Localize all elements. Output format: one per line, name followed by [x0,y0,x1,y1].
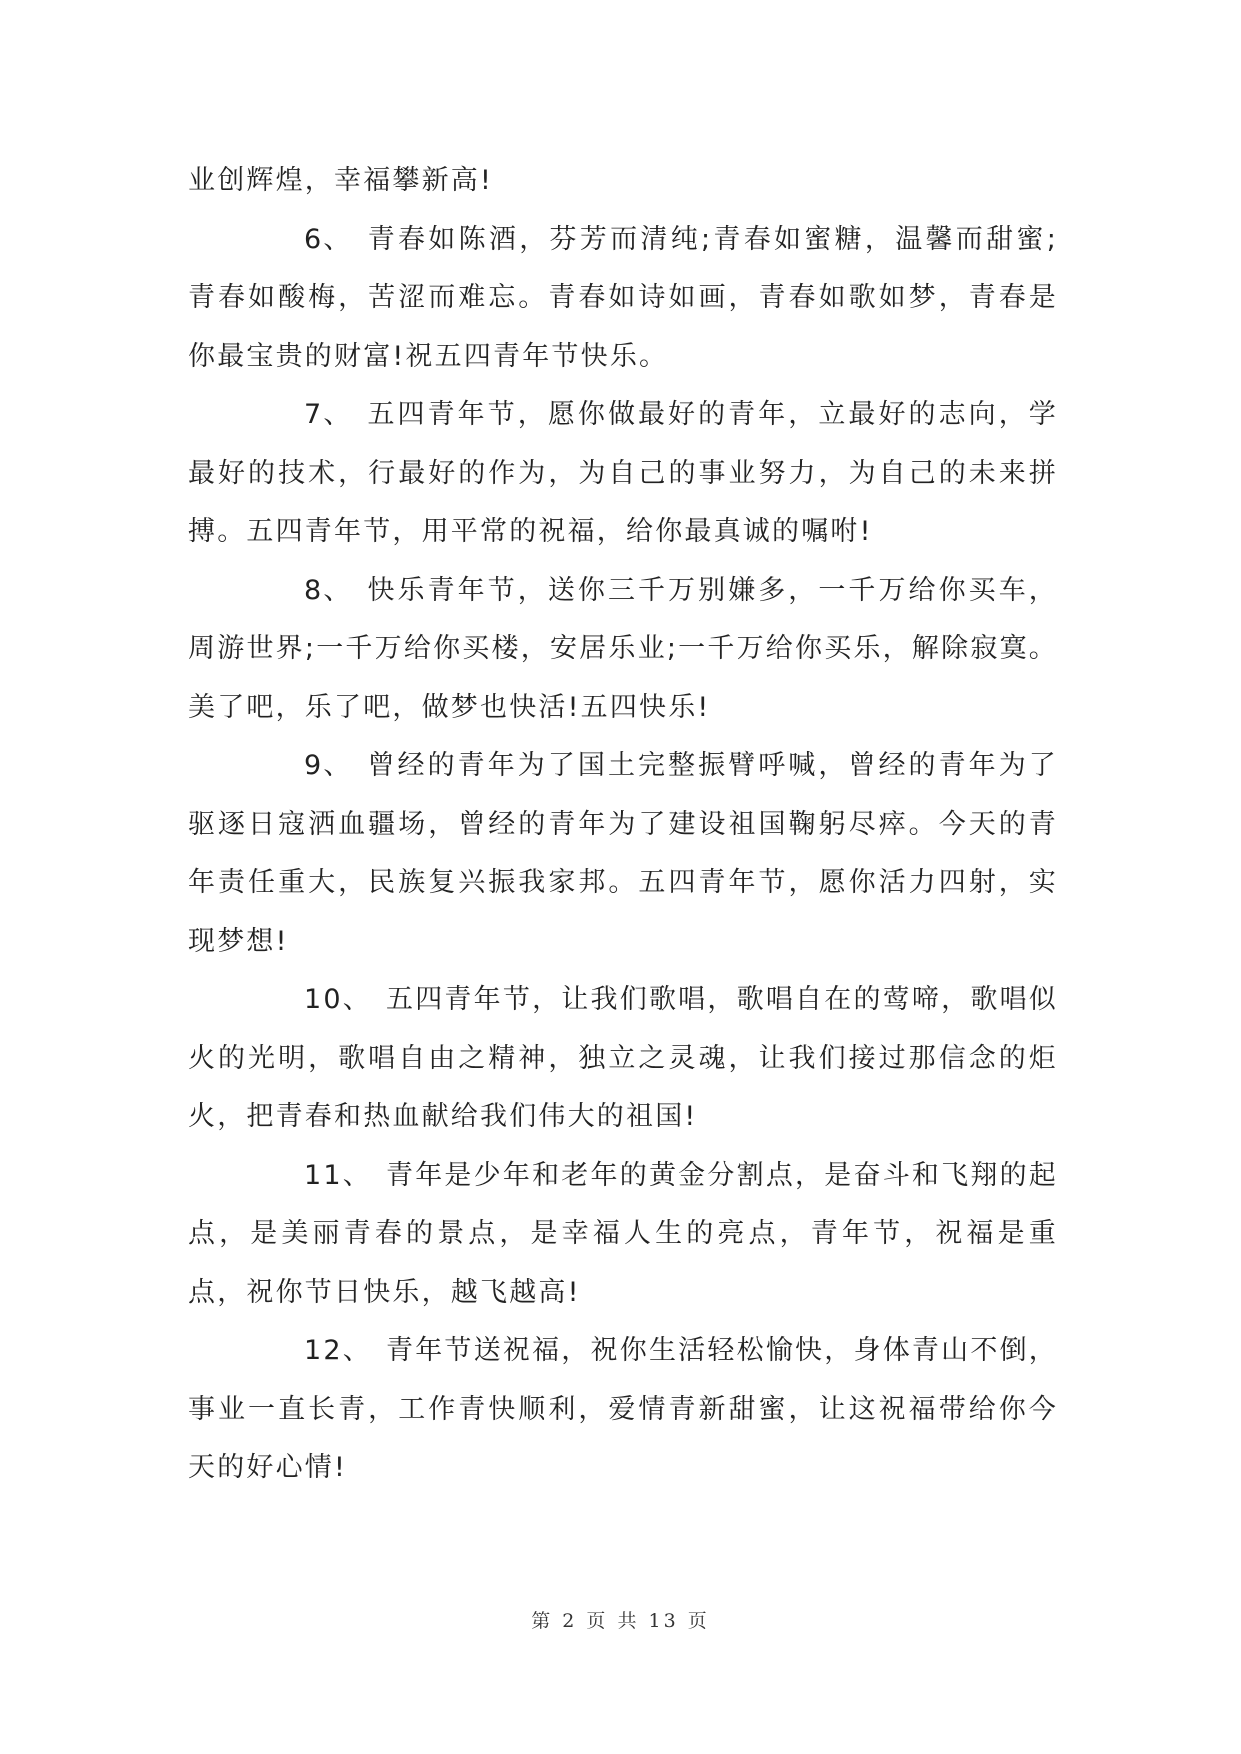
paragraph-number: 10、 [304,984,372,1015]
paragraph-number: 11、 [304,1159,372,1191]
paragraph-number: 7、 [304,399,353,430]
paragraph-number: 6、 [304,223,353,255]
document-body [188,152,1058,1498]
paragraph-text: 快乐青年节，送你三千万别嫌多，一千万给你买车，周游世界;一千万给你买楼，安居乐业;一千万给你买乐，解除寂寞。美了吧，乐了吧，做梦也快活!五四快乐! [188,574,1058,723]
paragraph-6 [188,211,1058,387]
paragraph-text: 青年节送祝福，祝你生活轻松愉快，身体青山不倒，事业一直长青，工作青快顺利，爱情青新甜蜜，让这祝福带给你今天的好心情! [188,1335,1058,1483]
paragraph-number: 12、 [304,1335,372,1366]
page-footer [0,1606,1241,1633]
paragraph-text: 五四青年节，愿你做最好的青年，立最好的志向，学最好的技术，行最好的作为，为自己的事业努力，为自己的未来拼搏。五四青年节，用平常的祝福，给你最真诚的嘱咐! [188,399,1058,547]
paragraph-continuation [188,152,1058,211]
paragraph-11 [188,1147,1058,1323]
paragraph-9 [188,737,1058,971]
paragraph-7 [188,386,1058,562]
paragraph-number: 8、 [304,574,353,606]
paragraph-text: 五四青年节，让我们歌唱，歌唱自在的莺啼，歌唱似火的光明，歌唱自由之精神，独立之灵魂，让我们接过那信念的炬火，把青春和热血献给我们伟大的祖国! [188,984,1058,1132]
paragraph-12 [188,1322,1058,1498]
paragraph-text: 曾经的青年为了国土完整振臂呼喊，曾经的青年为了驱逐日寇洒血疆场，曾经的青年为了建设祖国鞠躬尽瘁。今天的青年责任重大，民族复兴振我家邦。五四青年节，愿你活力四射，实现梦想! [188,750,1058,957]
paragraph-8 [188,562,1058,738]
paragraph-number: 9、 [304,750,353,781]
paragraph-text: 青春如陈酒，芬芳而清纯;青春如蜜糖，温馨而甜蜜;青春如酸梅，苦涩而难忘。青春如诗如画，青春如歌如梦，青春是你最宝贵的财富!祝五四青年节快乐。 [188,223,1058,372]
paragraph-text: 业创辉煌，幸福攀新高! [188,165,494,196]
paragraph-10 [188,971,1058,1147]
page-number-label: 第 2 页 共 13 页 [531,1610,710,1632]
paragraph-text: 青年是少年和老年的黄金分割点，是奋斗和飞翔的起点，是美丽青春的景点，是幸福人生的亮点，青年节，祝福是重点，祝你节日快乐，越飞越高! [188,1159,1058,1308]
